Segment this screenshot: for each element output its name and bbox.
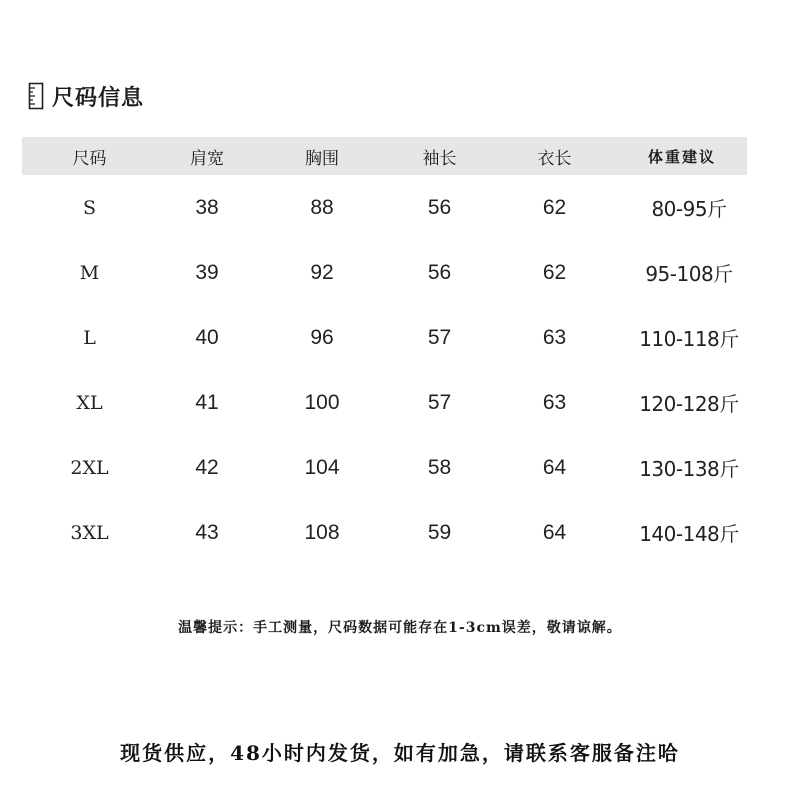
cell-length: 64 — [542, 455, 567, 479]
table-row — [22, 435, 747, 500]
cell-chest: 104 — [304, 455, 340, 479]
cell-chest: 100 — [304, 390, 340, 414]
cell-shoulder: 42 — [195, 455, 219, 479]
table-row — [22, 305, 747, 370]
cell-sleeve: 56 — [427, 195, 452, 219]
cell-length: 63 — [542, 390, 567, 414]
column-header-sleeve: 袖长 — [422, 148, 457, 169]
ruler-icon — [28, 82, 44, 110]
cell-chest: 108 — [304, 520, 340, 544]
column-header-weight: 体重建议 — [647, 147, 716, 166]
cell-weight: 140-148斤 — [639, 522, 739, 546]
cell-sleeve: 56 — [427, 260, 452, 284]
cell-shoulder: 38 — [195, 195, 219, 219]
cell-size: XL — [76, 391, 103, 414]
table-row — [22, 240, 747, 305]
cell-weight: 120-128斤 — [639, 392, 739, 416]
cell-sleeve: 57 — [427, 325, 452, 349]
section-header — [28, 80, 144, 112]
column-header-shoulder: 肩宽 — [190, 148, 224, 169]
shipping-note: 现货供应，48小时内发货，如有加急，请联系客服备注哈 — [120, 741, 680, 765]
column-header-size: 尺码 — [72, 148, 107, 169]
size-chart-table — [22, 137, 747, 565]
cell-shoulder: 43 — [195, 520, 219, 544]
cell-sleeve: 59 — [427, 520, 452, 544]
cell-sleeve: 58 — [427, 455, 452, 479]
table-row — [22, 500, 747, 565]
cell-shoulder: 41 — [195, 390, 219, 414]
cell-length: 62 — [542, 260, 567, 284]
cell-size: 3XL — [70, 521, 109, 544]
cell-weight: 95-108斤 — [645, 262, 733, 286]
table-header-row — [22, 137, 747, 175]
cell-chest: 88 — [310, 195, 334, 219]
cell-length: 64 — [542, 520, 567, 544]
cell-length: 63 — [542, 325, 567, 349]
table-row — [22, 370, 747, 435]
cell-size: M — [79, 261, 100, 284]
cell-shoulder: 39 — [195, 260, 219, 284]
cell-weight: 110-118斤 — [639, 327, 739, 351]
cell-shoulder: 40 — [195, 325, 219, 349]
column-header-length: 衣长 — [537, 148, 572, 169]
table-row — [22, 175, 747, 240]
cell-chest: 96 — [310, 325, 334, 349]
cell-weight: 130-138斤 — [639, 457, 739, 481]
cell-sleeve: 57 — [427, 390, 452, 414]
cell-size: L — [83, 326, 96, 349]
page-title: 尺码信息 — [52, 85, 145, 111]
measurement-tip: 温馨提示：手工测量，尺码数据可能存在1-3cm误差，敬请谅解。 — [178, 620, 622, 636]
cell-weight: 80-95斤 — [651, 197, 727, 221]
cell-size: S — [82, 196, 97, 219]
cell-chest: 92 — [310, 260, 334, 284]
column-header-chest: 胸围 — [305, 148, 339, 169]
cell-size: 2XL — [70, 456, 109, 479]
cell-length: 62 — [542, 195, 567, 219]
